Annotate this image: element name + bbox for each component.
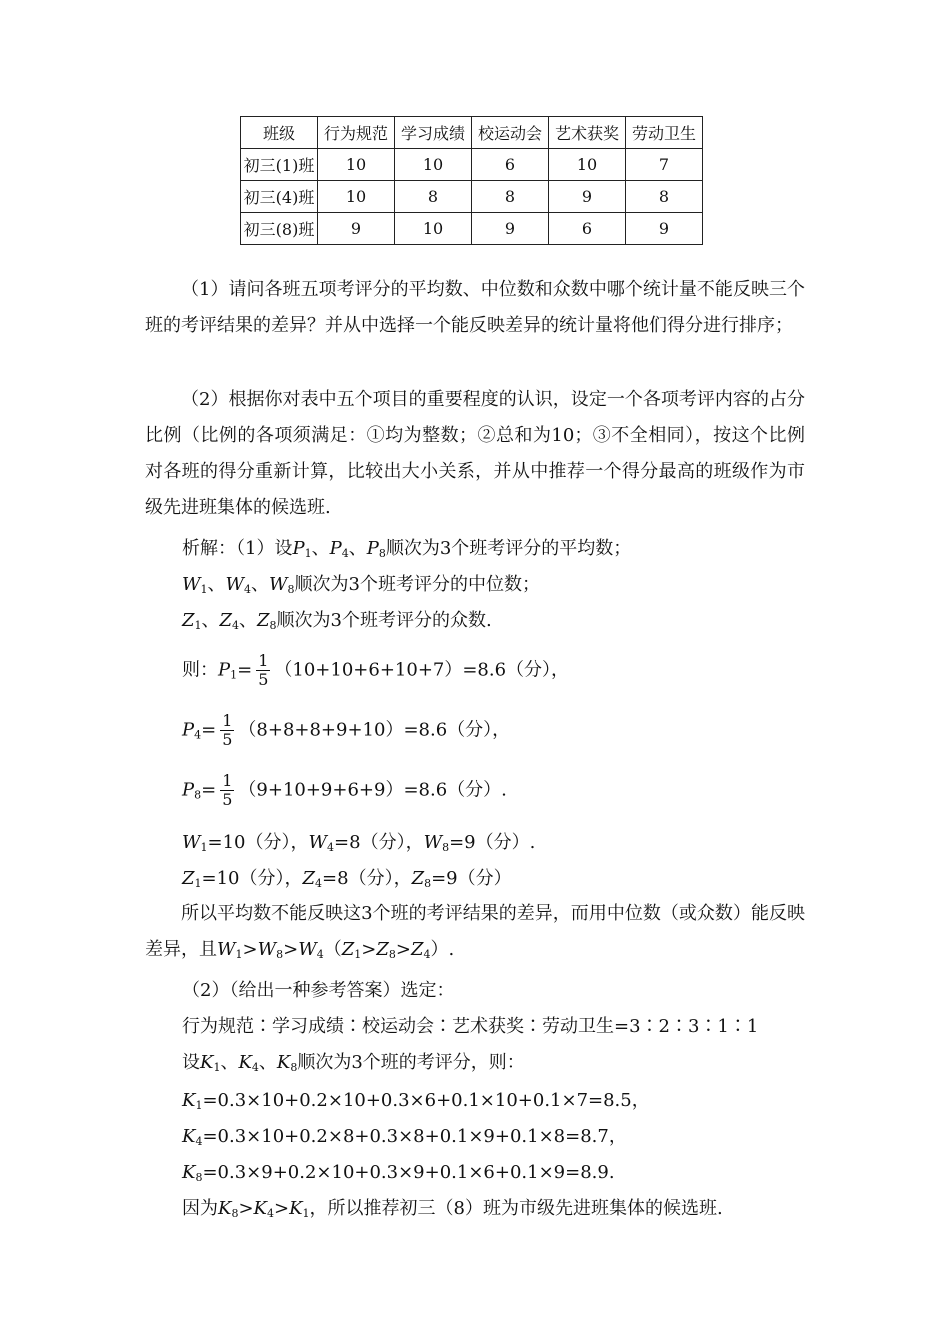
table-cell: 初三(8)班 — [241, 213, 318, 245]
k8-formula: $K_8=0.3\times 9+0.2\times 10+0.3\times 9+0.1\times 6+0.1\times 9=8.9$. — [182, 1162, 615, 1184]
table-header-cell: 学习成绩 — [395, 117, 472, 149]
solution-intro: 析解：（1）设$P_1$、$P_4$、$P_8$顺次为3个班考评分的平均数； — [182, 538, 632, 560]
table-row — [241, 181, 703, 213]
fraction: $\frac{1}{5}$ — [222, 711, 233, 749]
table-cell: 10 — [318, 181, 395, 213]
table-cell: 6 — [472, 149, 549, 181]
k-intro: 设$K_1$、$K_4$、$K_8$顺次为3个班的考评分，则： — [182, 1052, 525, 1074]
question-2-text: （2）根据你对表中五个项目的重要程度的认识，设定一个各项考评内容的占分比例（比例的各项须满足：①均为整数；②总和为10；③不全相同），按这个比例对各班的得分重新计算，比较出大小关系，并从中推荐一个得分最高的班级作为市级先进班集体的候选班. — [145, 389, 805, 518]
score-table — [240, 116, 703, 245]
median-def: $W_1$、$W_4$、$W_8$顺次为3个班考评分的中位数； — [182, 574, 540, 596]
k1-formula: $K_1=0.3\times 10+0.2\times 10+0.3\times 6+0.1\times 10+0.1\times 7=8.5$， — [182, 1090, 650, 1112]
table-header-cell: 行为规范 — [318, 117, 395, 149]
table-cell: 10 — [549, 149, 626, 181]
table-cell: 8 — [472, 181, 549, 213]
question-1-text: （1）请问各班五项考评分的平均数、中位数和众数中哪个统计量不能反映三个班的考评结果的差异？并从中选择一个能反映差异的统计量将他们得分进行排序； — [145, 279, 805, 336]
table-cell: 10 — [395, 149, 472, 181]
table-cell: 10 — [318, 149, 395, 181]
table-cell: 9 — [626, 213, 703, 245]
p1-formula: 则：$P_1=$ $\frac{1}{5}$ （10+10+6+10+7）=8.6（分）， — [182, 651, 570, 689]
fraction: $\frac{1}{5}$ — [258, 651, 269, 689]
mode-values: $Z_1=10$（分），$Z_4=8$（分），$Z_8=9$（分） — [182, 868, 512, 890]
table-cell: 10 — [395, 213, 472, 245]
table-cell: 9 — [318, 213, 395, 245]
final-conclusion: 因为$K_8>K_4>K_1$，所以推荐初三（8）班为市级先进班集体的候选班. — [182, 1198, 723, 1220]
table-cell: 初三(1)班 — [241, 149, 318, 181]
table-cell: 初三(4)班 — [241, 181, 318, 213]
p8-formula: $P_8=$ $\frac{1}{5}$ （9+10+9+6+9）=8.6（分）. — [182, 771, 507, 809]
table-row — [241, 149, 703, 181]
table-header-cell: 校运动会 — [472, 117, 549, 149]
fraction: $\frac{1}{5}$ — [222, 771, 233, 809]
table-cell: 8 — [395, 181, 472, 213]
table-header-cell: 艺术获奖 — [549, 117, 626, 149]
table-cell: 9 — [472, 213, 549, 245]
table-header-row — [241, 117, 703, 149]
question-2 — [145, 382, 805, 526]
table-cell: 7 — [626, 149, 703, 181]
table-cell: 9 — [549, 181, 626, 213]
table-cell: 8 — [626, 181, 703, 213]
question-1 — [145, 272, 805, 344]
table-row — [241, 213, 703, 245]
p4-formula: $P_4=$ $\frac{1}{5}$ （8+8+8+9+10）=8.6（分）， — [182, 711, 511, 749]
part2-intro: （2）（给出一种参考答案）选定： — [182, 980, 455, 1001]
k4-formula: $K_4=0.3\times 10+0.2\times 8+0.3\times 8+0.1\times 9+0.1\times 8=8.7$， — [182, 1126, 627, 1148]
median-values: $W_1=10$（分），$W_4=8$（分），$W_8=9$（分）. — [182, 832, 536, 854]
conclusion-1: 所以平均数不能反映这3个班的考评结果的差异，而用中位数（或众数）能反映差异，且$W_1>W_8>W_4(Z_1>Z_8>Z_4)$. — [145, 903, 805, 961]
mode-def: $Z_1$、$Z_4$、$Z_8$顺次为3个班考评分的众数. — [182, 610, 492, 632]
table-header-cell: 班级 — [241, 117, 318, 149]
ratio-line: 行为规范∶学习成绩∶校运动会∶艺术获奖∶劳动卫生=3∶2∶3∶1∶1 — [182, 1016, 759, 1037]
table-header-cell: 劳动卫生 — [626, 117, 703, 149]
table-cell: 6 — [549, 213, 626, 245]
